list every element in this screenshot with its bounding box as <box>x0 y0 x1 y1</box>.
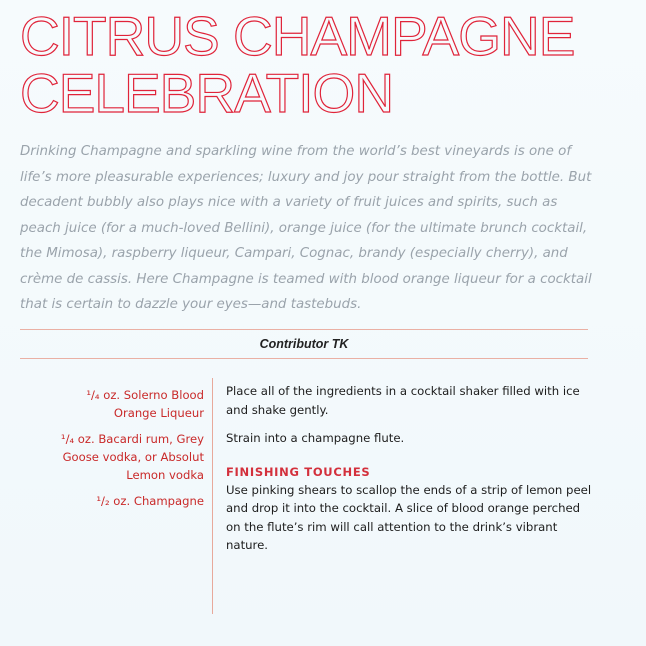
recipe-title-line-2: CELEBRATION <box>20 62 394 124</box>
contributor-label: Contributor TK <box>259 337 349 351</box>
ingredient-item: ¹/₄ oz. Solerno Blood Orange Liqueur <box>86 388 204 420</box>
ingredient-list <box>40 386 204 518</box>
recipe-title <box>20 5 620 124</box>
ingredient-item: ¹/₄ oz. Bacardi rum, Grey Goose vodka, or Absolut Lemon vodka <box>60 432 204 482</box>
instruction-step: Place all of the ingredients in a cocktail shaker filled with ice and shake gently. <box>226 384 580 417</box>
intro-paragraph: Drinking Champagne and sparkling wine from the world’s best vineyards is one of life’s more pleasurable experiences; luxury and joy pour straight from the bottle. But decadent bubbly also plays nice with a variety of fruit juices and spirits, such as peach juice (for a much-loved Bellini), orange juice (for the ultimate brunch cocktail, the Mimosa), raspberry liqueur, Campari, Cognac, brandy (especially cherry), and crème de cassis. Here Champagne is teamed with blood orange liqueur for a cocktail that is certain to dazzle your eyes—and tastebuds. <box>20 144 592 312</box>
column-divider <box>212 378 213 614</box>
finishing-touches-text: Use pinking shears to scallop the ends of a strip of lemon peel and drop it into the cocktail. A slice of blood orange perched on the flute’s rim will call attention to the drink’s vibrant nature. <box>226 482 592 552</box>
recipe-title-line-1: CITRUS CHAMPAGNE <box>20 5 575 67</box>
ingredient-item: ¹/₂ oz. Champagne <box>96 494 204 508</box>
bottom-rule <box>20 358 588 359</box>
instructions <box>226 382 594 555</box>
top-rule <box>20 329 588 330</box>
instruction-step: Strain into a champagne flute. <box>226 431 405 445</box>
finishing-touches-heading: FINISHING TOUCHES <box>226 464 371 479</box>
